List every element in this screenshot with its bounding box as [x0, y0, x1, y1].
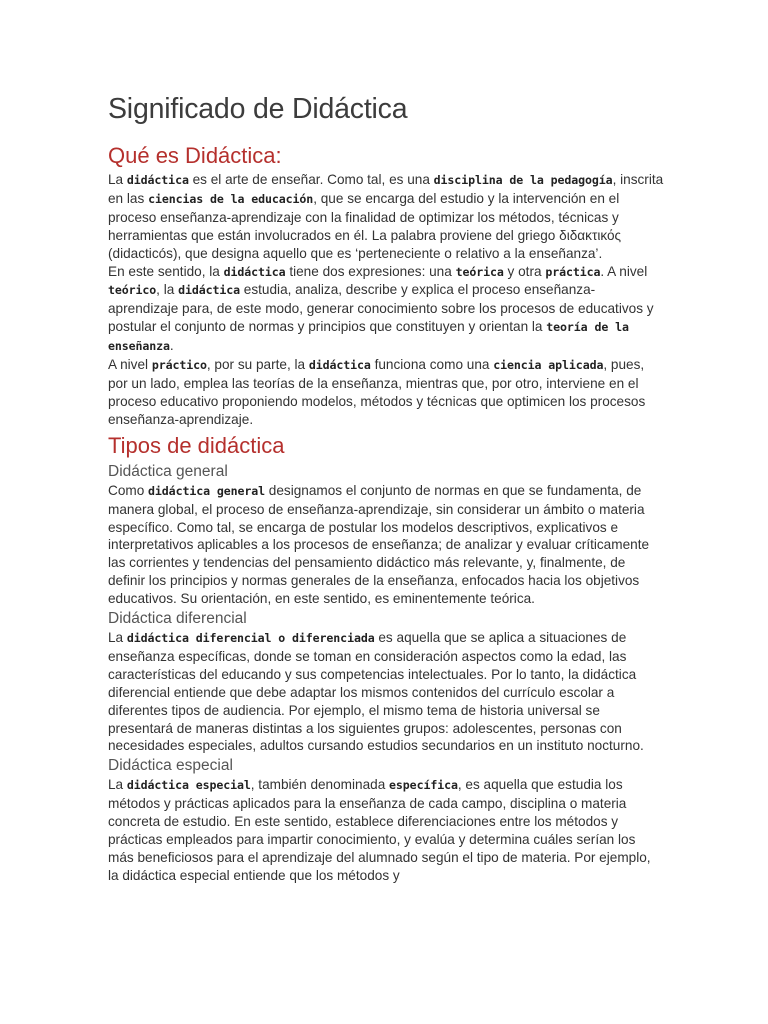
text-run: estudia, analiza, describe y explica el proceso enseñanza-aprendizaje para, de este modo, generar conocimiento sobre los procesos de educativos y postular el conjunto de normas y principios que constituyen y orientan la: [108, 282, 654, 335]
bold-term: didáctica especial: [126, 778, 251, 793]
bold-term: teórico: [108, 283, 157, 298]
text-run: , también denominada: [250, 777, 390, 793]
bold-term: didáctica: [308, 358, 371, 373]
text-run: La: [108, 630, 127, 646]
text-run: , la: [156, 282, 179, 298]
bold-term: didáctica diferencial o diferenciada: [126, 631, 375, 646]
text-run: . A nivel: [600, 263, 648, 279]
page-title: Significado de Didáctica: [108, 93, 408, 125]
text-run: y otra: [503, 263, 546, 279]
bold-term: didáctica: [223, 264, 286, 279]
subheading-didactica-diferencial: Didáctica diferencial: [108, 610, 247, 628]
bold-term: disciplina de la pedagogía: [433, 173, 613, 187]
bold-term: específica: [389, 778, 458, 793]
text-run: En este sentido, la: [108, 263, 224, 279]
paragraph-expressions: [108, 263, 664, 357]
text-run: , que se encarga del estudio y la intervención en el proceso enseñanza-aprendizaje con la finalidad de optimizar los métodos, técnicas y herramientas que están involucrados en él. La palabra proviene del griego διδακτικός (didacticós), que designa aquello que es ‘perteneciente o relativo a la enseñanza’.: [108, 190, 622, 261]
text-run: funciona como una: [370, 357, 494, 373]
bold-term: práctico: [151, 358, 207, 373]
bold-term: ciencias de la educación: [148, 191, 314, 206]
text-run: Como: [108, 482, 149, 498]
text-run: A nivel: [108, 357, 152, 373]
text-run: , inscrita en las: [108, 172, 664, 206]
paragraph-practical-level: [108, 356, 664, 429]
bold-term: ciencia aplicada: [493, 358, 604, 373]
bold-term: didáctica: [178, 283, 241, 298]
text-run: , por su parte, la: [206, 357, 309, 373]
text-run: La: [108, 172, 127, 187]
text-run: designamos el conjunto de normas en que se fundamenta, de manera global, el proceso de enseñanza-aprendizaje, sin considerar un ámbito o materia específico. Como tal, se encarga de postular los modelos descriptivos, explicativos e interpretativos aplicables a los procesos de enseñanza; de analizar y evaluar críticamente las corrientes y tendencias del pensamiento didáctico más relevante, y, finalmente, de definir los principios y normas generales de la enseñanza, enfocados hacia los objetivos educativos. Su orientación, en este sentido, es eminentemente teórica.: [108, 482, 650, 607]
text-run: es el arte de enseñar. Como tal, es una: [188, 172, 434, 187]
paragraph-definition: [108, 171, 664, 263]
section-heading-tipos: Tipos de didáctica: [108, 432, 285, 458]
text-run: .: [169, 338, 174, 354]
section-heading-que-es: Qué es Didáctica:: [108, 143, 282, 168]
bold-term: didáctica: [126, 173, 189, 187]
bold-term: didáctica general: [148, 483, 266, 498]
text-run: , pues, por un lado, emplea las teorías de la enseñanza, mientras que, por otro, interviene en el proceso educativo proponiendo modelos, métodos y técnicas que optimicen los procesos enseñanza-aprendizaje.: [108, 357, 646, 427]
text-run: tiene dos expresiones: una: [285, 263, 456, 279]
subheading-didactica-especial: Didáctica especial: [108, 757, 233, 775]
bold-term: práctica: [545, 264, 601, 279]
bold-term: teoría de la enseñanza: [108, 320, 629, 354]
text-run: es aquella que se aplica a situaciones de enseñanza específicas, donde se toman en consideración aspectos como la edad, las características del educando y sus competencias intelectuales. Por lo tanto, la didáctica diferencial entiende que debe adaptar los mismos contenidos del currículo escolar a diferentes tipos de audiencia. Por ejemplo, el mismo tema de historia universal se presentará de maneras distintas a los siguientes grupos: adolescentes, personas con necesidades especiales, adultos cursando estudios secundarios en un instituto nocturno.: [108, 630, 644, 754]
text-run: La: [108, 777, 127, 793]
text-run: , es aquella que estudia los métodos y prácticas aplicados para la enseñanza de cada campo, disciplina o materia concreta de estudio. En este sentido, establece diferenciaciones entre los métodos y prácticas empleados para impartir conocimiento, y evalúa y determina cuáles serían los más beneficiosos para el aprendizaje del alumnado según el tipo de materia. Por ejemplo, la didáctica especial entiende que los métodos y: [108, 777, 651, 883]
paragraph-didactica-especial: [108, 776, 664, 884]
bold-term: teórica: [455, 264, 504, 279]
document-page: [108, 90, 664, 885]
paragraph-didactica-general: [108, 482, 664, 608]
subheading-didactica-general: Didáctica general: [108, 462, 228, 480]
paragraph-didactica-diferencial: [108, 629, 664, 755]
